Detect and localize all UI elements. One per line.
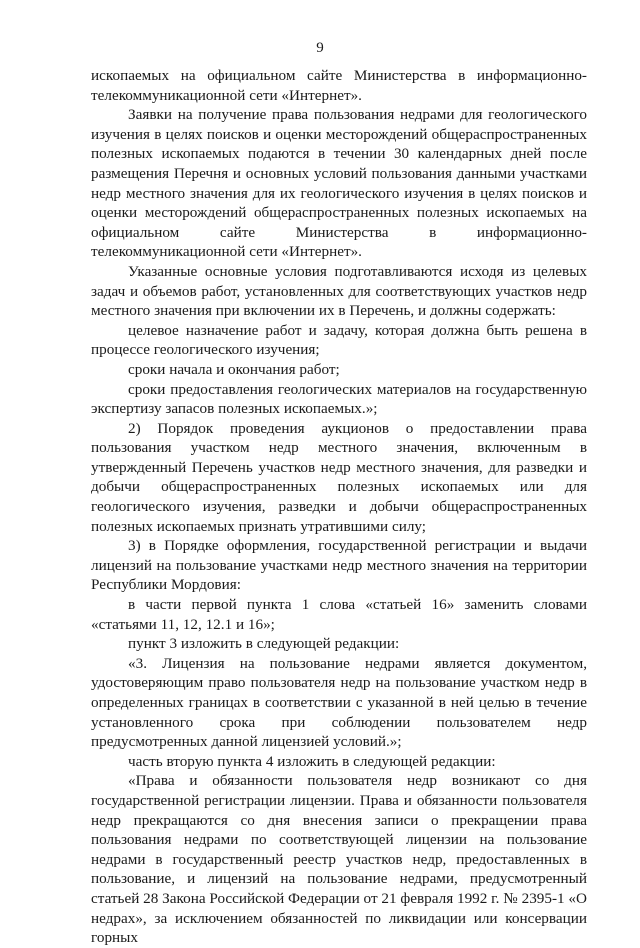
page-number: 9 — [316, 40, 324, 56]
paragraph-part-one: в части первой пункта 1 слова «статьей 16» заменить словами «статьями 11, 12, 12.1 и 16»; — [91, 596, 587, 633]
document-body — [91, 66, 587, 948]
paragraph-point-3-intro: пункт 3 изложить в следующей редакции: — [128, 635, 400, 653]
paragraph-work-dates: сроки начала и окончания работ; — [128, 360, 340, 378]
paragraph-license-definition: «3. Лицензия на пользование недрами является документом, удостоверяющим право пользователя недр на пользование участком недр в определенных границах в соответствии с указанной в ней целью в течение установленного срока при соблюдении пользователем недр предусмотренных данной лицензией условий.»; — [91, 654, 587, 751]
paragraph-rights-obligations: «Права и обязанности пользователя недр возникают со дня государственной регистрации лицензии. Права и обязанности пользователя недр прекращаются со дня внесения записи о прекращении права пользования недрами по соответствующей лицензии на пользование недрами в государственный реестр участков недр, предоставленных в пользование, и лицензий на пользование недрами, предусмотренный статьей 28 Закона Российской Федерации от 21 февраля 1992 г. № 2395-1 «О недрах», за исключением обязанностей по ликвидации или консервации горных — [91, 772, 587, 947]
paragraph-applications: Заявки на получение права пользования недрами для геологического изучения в целях поисков и оценки месторождений общераспространенных полезных ископаемых подаются в течении 30 календарных дней после размещения Перечня и основных условий пользования данными участками недр местного значения для их геологического изучения в целях поисков и оценки месторождений общераспространенных полезных ископаемых на официальном сайте Министерства в информационно-телекоммуникационной сети «Интернет». — [91, 106, 587, 261]
paragraph-point-4-intro: часть вторую пункта 4 изложить в следующей редакции: — [128, 752, 496, 770]
paragraph-materials-deadline: сроки предоставления геологических материалов на государственную экспертизу запасов полезных ископаемых.»; — [91, 380, 587, 418]
paragraph-basic-conditions: Указанные основные условия подготавливаются исходя из целевых задач и объемов работ, установленных для соответствующих участков недр местного значения при включении их в Перечень, и должны содержать: — [91, 262, 587, 320]
paragraph-item-3: 3) в Порядке оформления, государственной регистрации и выдачи лицензий на пользование участками недр местного значения на территории Республики Мордовия: — [91, 537, 587, 594]
paragraph-purpose: целевое назначение работ и задачу, которая должна быть решена в процессе геологического изучения; — [91, 321, 587, 359]
paragraph-item-2: 2) Порядок проведения аукционов о предоставлении права пользования участком недр местного значения, включенным в утвержденный Перечень участков недр местного значения, для разведки и добычи общераспространенных полезных ископаемых или для геологического изучения, разведки и добычи общераспространенных полезных ископаемых признать утратившими силу; — [91, 419, 587, 535]
paragraph-continuation: ископаемых на официальном сайте Министерства в информационно-телекоммуникационной сети «Интернет». — [91, 67, 587, 104]
